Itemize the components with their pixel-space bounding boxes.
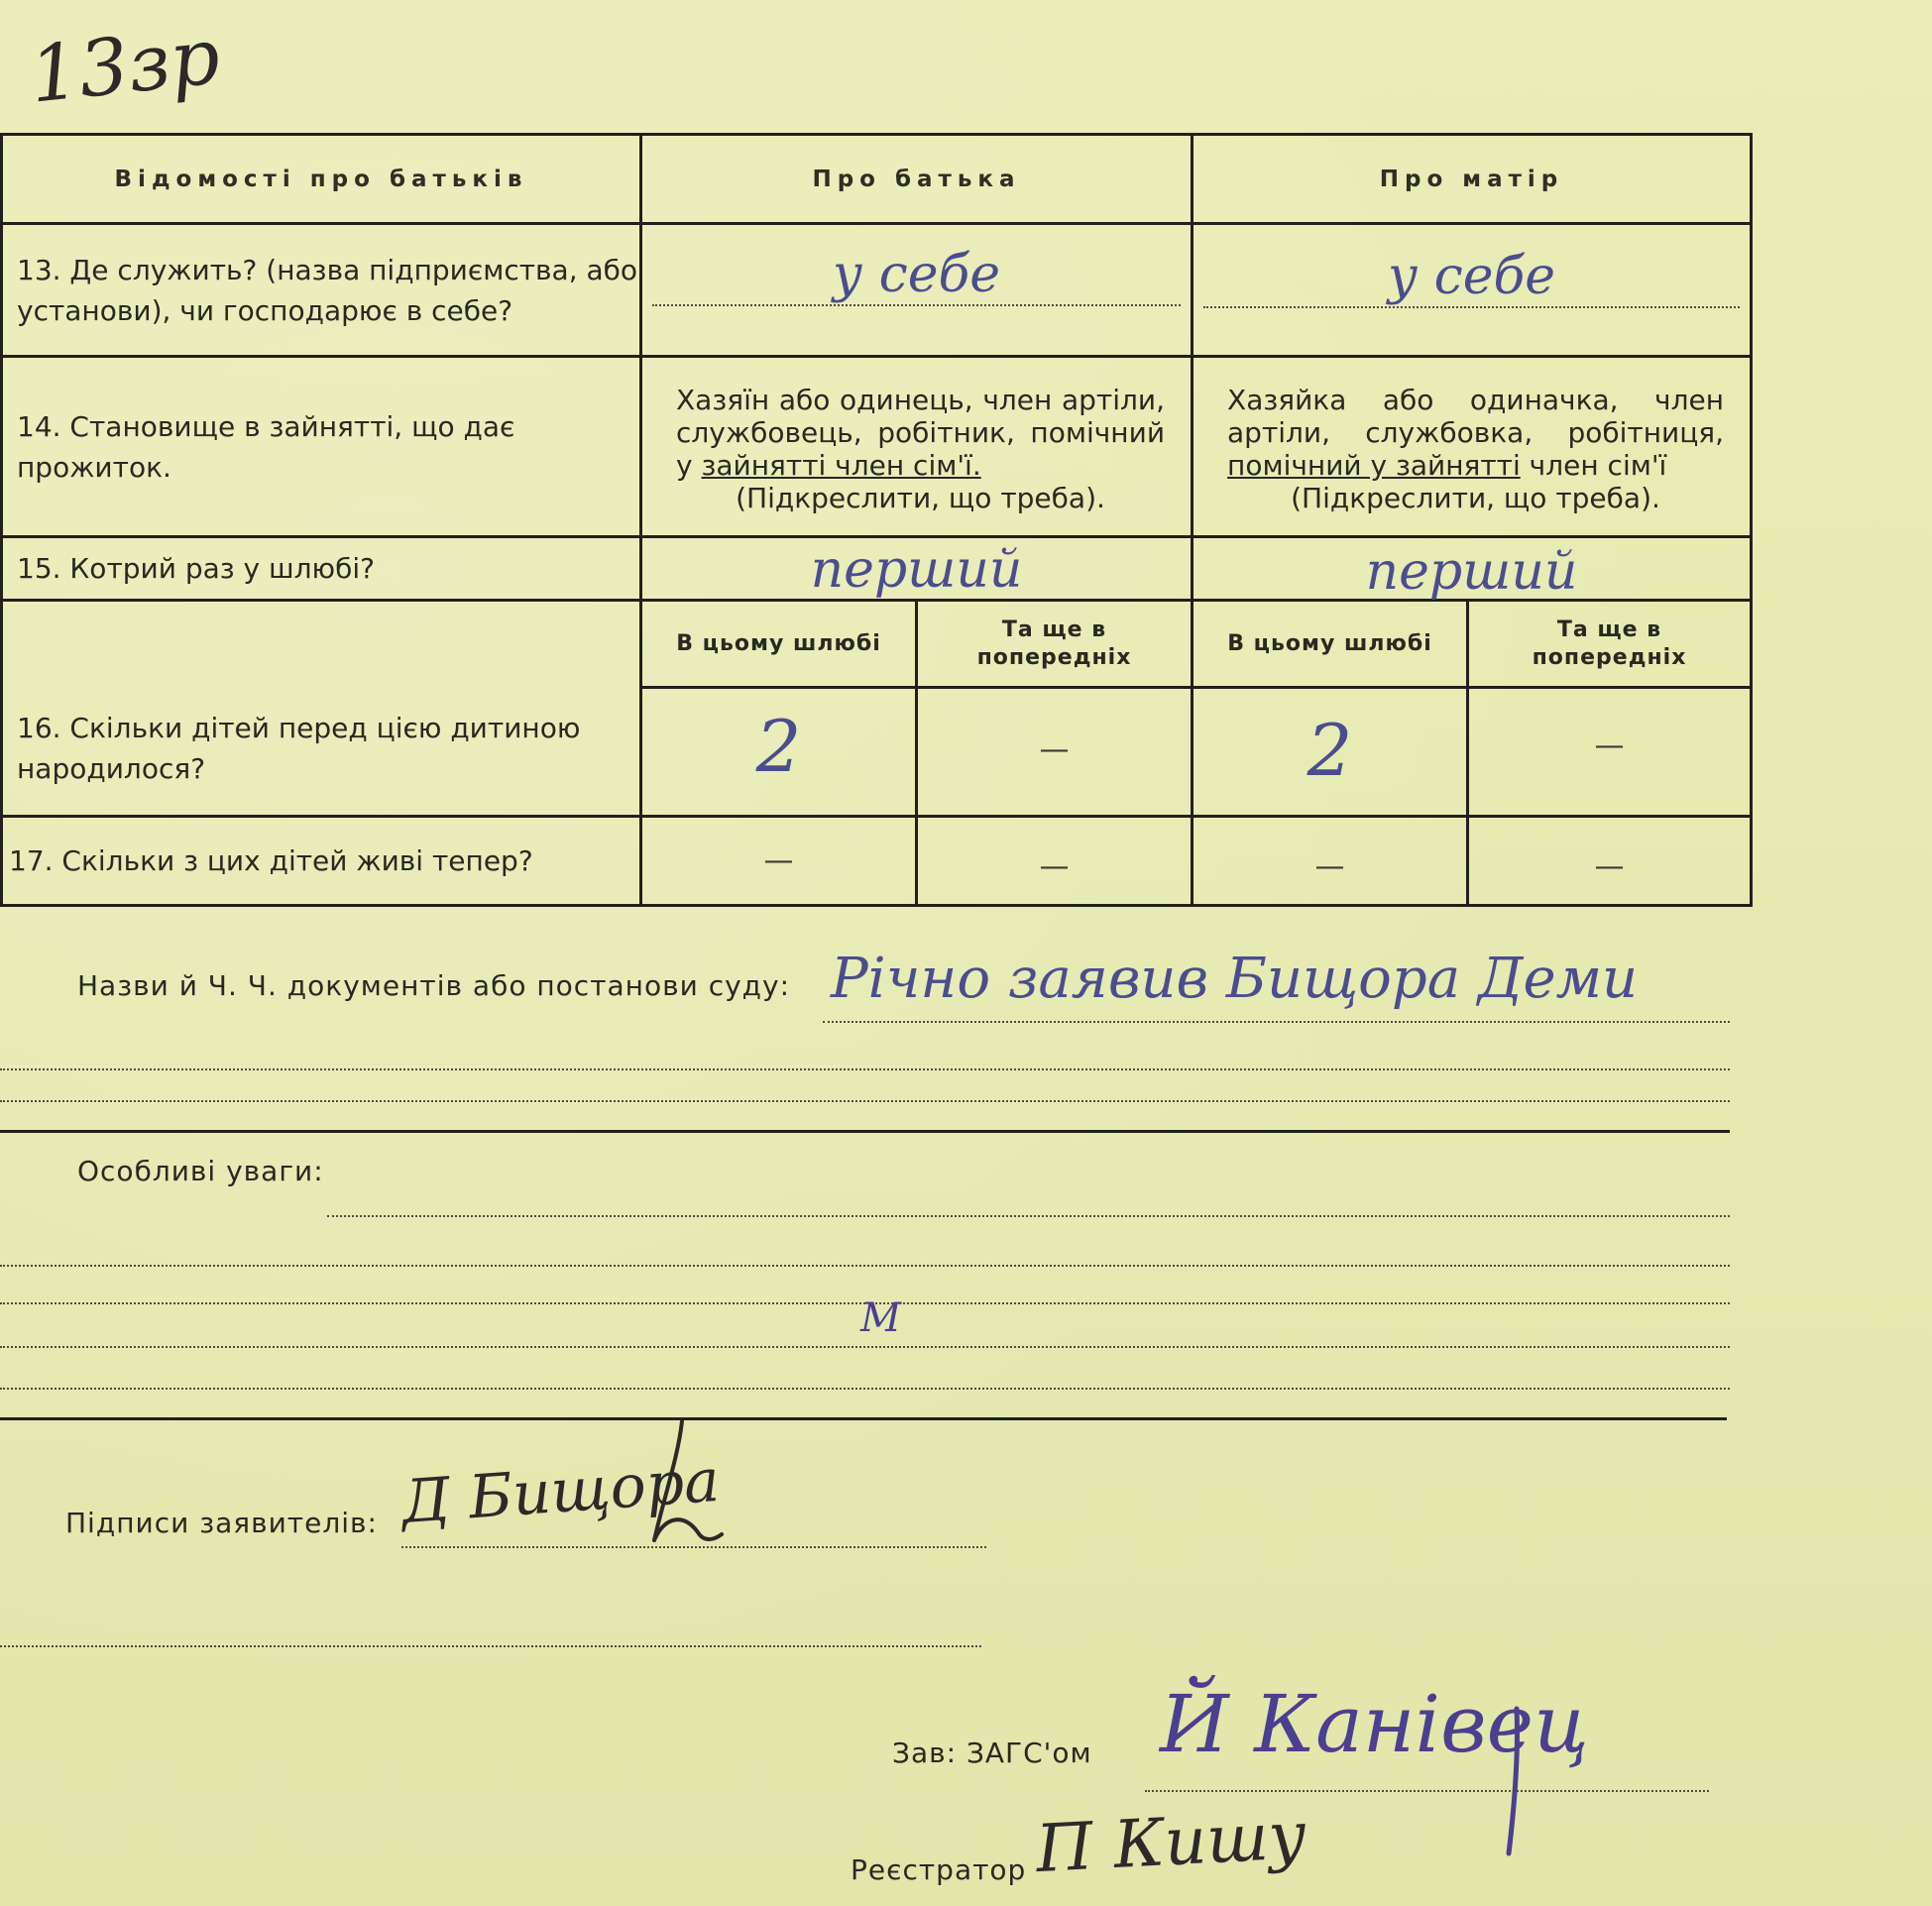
answer-16-mother-this: 2 — [1307, 709, 1353, 792]
header-mother: Про матір — [1193, 135, 1752, 224]
corner-note: 13зр — [25, 12, 224, 121]
question-13: 13. Де служить? (назва підприємства, або установи), чи господарює в себе? — [2, 224, 641, 357]
option-text: Хазяйка або одиначка, член артіли, службовка, робітниця, — [1227, 383, 1725, 449]
answer-17-father-this: — — [763, 843, 794, 878]
answer-13-father-cell — [641, 224, 1193, 357]
answer-17-mother-prev: — — [1594, 849, 1625, 884]
dotted-line — [327, 1215, 1730, 1217]
answer-17-mother-this-cell — [1193, 817, 1468, 906]
dotted-line — [0, 1388, 1730, 1390]
answer-17-father-prev-cell — [917, 817, 1193, 906]
notes-mark: М — [860, 1295, 901, 1341]
answer-16-mother-prev: — — [1594, 729, 1625, 763]
answer-15-father: перший — [810, 540, 1023, 600]
parents-info-table — [0, 133, 1753, 907]
dotted-line — [0, 1100, 1730, 1102]
notes-label: Особливі уваги: — [77, 1155, 324, 1187]
section-divider — [0, 1130, 1730, 1133]
answer-17-father-this-cell — [641, 817, 917, 906]
sub-father-this: В цьому шлюбі — [641, 601, 917, 688]
dotted-line — [652, 304, 1181, 306]
answer-17-mother-this: — — [1314, 849, 1345, 884]
answer-15-father-cell — [641, 537, 1193, 601]
dotted-line — [0, 1346, 1730, 1348]
underlined-option: зайнятті член сім'ї. — [701, 448, 981, 482]
signature-flourish — [634, 1417, 724, 1546]
options-14-mother — [1193, 357, 1752, 537]
answer-16-mother-this-cell — [1193, 688, 1468, 817]
answer-17-mother-prev-cell — [1468, 817, 1752, 906]
answer-17-father-prev: — — [1039, 849, 1070, 884]
dotted-line — [0, 1645, 981, 1647]
answer-15-mother: перший — [1365, 542, 1578, 602]
sub-mother-this: В цьому шлюбі — [1193, 601, 1468, 688]
question-17: 17. Скільки з цих дітей живі тепер? — [2, 817, 641, 906]
applicants-label: Підписи заявителів: — [65, 1507, 378, 1539]
registrar-signature: П Кишу — [1034, 1796, 1308, 1888]
head-signature: Й Канівец — [1160, 1678, 1589, 1770]
header-father: Про батька — [641, 135, 1193, 224]
answer-16-mother-prev-cell — [1468, 688, 1752, 817]
underlined-option: помічний у зайнятті — [1227, 448, 1521, 482]
question-15: 15. Котрий раз у шлюбі? — [2, 537, 641, 601]
instruction-note: (Підкреслити, що треба). — [1291, 481, 1660, 514]
instruction-note: (Підкреслити, що треба). — [736, 481, 1105, 514]
dotted-line — [1203, 306, 1740, 308]
dotted-line — [1145, 1790, 1709, 1792]
options-14-father — [641, 357, 1193, 537]
section-divider — [0, 1417, 1727, 1420]
dotted-line — [0, 1068, 1730, 1070]
dotted-line — [401, 1546, 986, 1548]
answer-16-father-this: 2 — [755, 705, 802, 788]
documents-value: Річно заявив Бищора Деми — [831, 947, 1639, 1011]
signature-flourish — [1487, 1705, 1546, 1863]
answer-13-mother: у себе — [1387, 247, 1556, 306]
header-parents-info: Відомості про батьків — [2, 135, 641, 224]
answer-16-father-prev-cell — [917, 688, 1193, 817]
head-label: Зав: ЗАГС'ом — [892, 1737, 1092, 1769]
applicant-signature: Д Бищора — [398, 1445, 723, 1538]
answer-13-father: у себе — [832, 245, 1001, 304]
option-text: член сім'ї — [1529, 448, 1667, 482]
option-text: Хазяїн або одинець, член артіли, службовець, робітник, помічний у — [676, 383, 1166, 482]
answer-15-mother-cell — [1193, 537, 1752, 601]
dotted-line — [0, 1265, 1730, 1267]
question-14: 14. Становище в зайнятті, що дає прожиток. — [2, 357, 641, 537]
sub-mother-prev: Та ще в попередніх — [1468, 601, 1752, 688]
registrar-label: Реєстратор — [851, 1853, 1027, 1886]
sub-father-prev: Та ще в попередніх — [917, 601, 1193, 688]
question-16: 16. Скільки дітей перед цією дитиною народилося? — [2, 601, 641, 817]
answer-16-father-prev: — — [1039, 732, 1070, 767]
answer-16-father-this-cell — [641, 688, 917, 817]
documents-label: Назви й Ч. Ч. документів або постанови суду: — [77, 969, 791, 1002]
dotted-line — [823, 1021, 1730, 1023]
answer-13-mother-cell — [1193, 224, 1752, 357]
